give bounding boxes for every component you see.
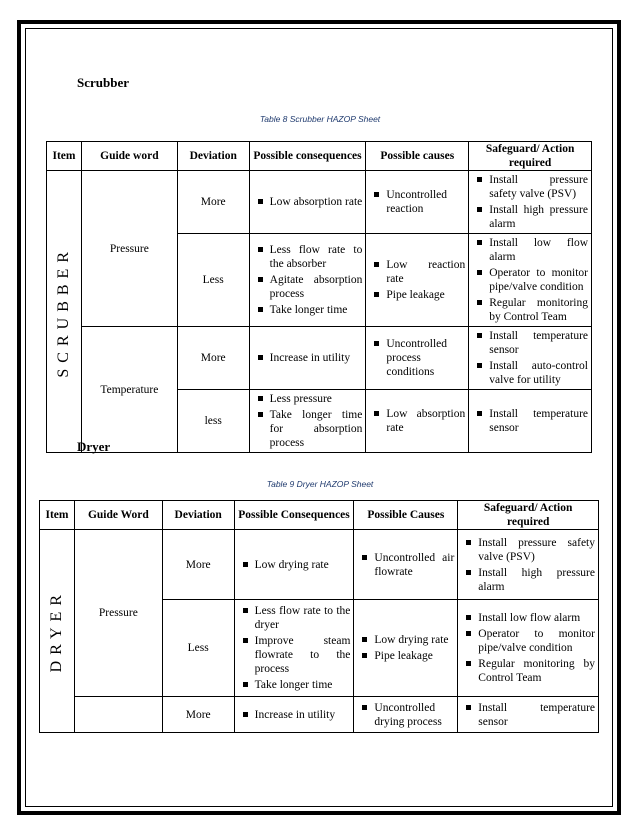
list-item: Install high pressure alarm <box>489 204 588 230</box>
list-item: Take longer time <box>270 303 363 317</box>
column-header-item: Item <box>40 501 75 530</box>
causes-cell <box>366 390 469 453</box>
list-item: Low reaction rate <box>386 259 466 285</box>
column-header-guide-word: Guide word <box>81 142 177 171</box>
deviation-cell: More <box>162 530 234 600</box>
list-item: Low drying rate <box>255 558 351 572</box>
table-header-row <box>47 142 592 171</box>
consequences-cell <box>249 327 366 390</box>
scrubber-hazop-table <box>46 141 592 453</box>
causes-cell <box>366 234 469 327</box>
guide-word-cell: Temperature <box>81 327 177 453</box>
column-header-deviation: Deviation <box>162 501 234 530</box>
column-header-causes: Possible Causes <box>354 501 458 530</box>
table-row <box>40 530 599 600</box>
table-row <box>47 171 592 234</box>
list-item: Take longer time for absorption process <box>269 409 363 449</box>
column-header-guide-word: Guide Word <box>74 501 162 530</box>
safeguards-cell <box>458 530 599 600</box>
column-header-causes: Possible causes <box>366 142 469 171</box>
list-item: Uncontrolled process conditions <box>386 337 465 379</box>
safeguards-cell <box>469 390 592 453</box>
list-item: Operator to monitor pipe/valve condition <box>489 267 588 293</box>
deviation-cell: More <box>177 327 249 390</box>
list-item: Agitate absorption process <box>269 274 363 300</box>
dryer-table-caption: Table 9 Dryer HAZOP Sheet <box>266 479 374 489</box>
list-item: Less pressure <box>270 392 363 406</box>
list-item: Install temperature sensor <box>478 701 595 728</box>
list-item: Regular monitoring by Control Team <box>489 297 588 323</box>
consequences-cell <box>249 390 366 453</box>
list-item: Install temperature sensor <box>489 408 588 434</box>
list-item: Install low flow alarm <box>489 237 588 263</box>
guide-word-cell <box>74 697 162 733</box>
list-item: Uncontrolled drying process <box>374 701 454 729</box>
list-item: Less flow rate to the dryer <box>254 605 351 631</box>
consequences-cell <box>249 234 366 327</box>
causes-cell <box>354 697 458 733</box>
list-item: Low absorption rate <box>386 408 466 434</box>
dryer-hazop-table <box>39 500 599 733</box>
safeguards-cell <box>458 697 599 733</box>
item-cell <box>40 530 75 733</box>
causes-cell <box>366 327 469 390</box>
scrubber-table-caption: Table 8 Scrubber HAZOP Sheet <box>259 114 381 124</box>
scrubber-heading: Scrubber <box>77 75 129 90</box>
list-item: Increase in utility <box>255 708 351 722</box>
item-label: DRYER <box>47 589 65 673</box>
causes-cell <box>354 600 458 697</box>
column-header-safeguards: Safeguard/ Action required <box>469 142 592 171</box>
dryer-heading: Dryer <box>77 439 111 454</box>
list-item: Less flow rate to the absorber <box>269 244 363 270</box>
guide-word-cell: Pressure <box>74 530 162 697</box>
causes-cell <box>354 530 458 600</box>
list-item: Uncontrolled air flowrate <box>374 551 455 578</box>
consequences-cell <box>234 697 354 733</box>
safeguards-cell <box>469 234 592 327</box>
list-item: Install low flow alarm <box>478 611 595 625</box>
column-header-consequences: Possible Consequences <box>234 501 354 530</box>
consequences-cell <box>249 171 366 234</box>
list-item: Improve steam flowrate to the process <box>254 635 351 675</box>
deviation-cell: Less <box>162 600 234 697</box>
table-row <box>47 327 592 390</box>
column-header-safeguards: Safeguard/ Action required <box>458 501 599 530</box>
list-item: Regular monitoring by Control Team <box>478 658 595 684</box>
list-item: Uncontrolled reaction <box>386 188 465 216</box>
list-item: Low drying rate <box>374 633 454 647</box>
consequences-cell <box>234 600 354 697</box>
list-item: Pipe leakage <box>386 288 465 302</box>
list-item: Increase in utility <box>270 351 363 365</box>
item-label: SCRUBBER <box>54 245 72 378</box>
causes-cell <box>366 171 469 234</box>
list-item: Low absorption rate <box>269 196 363 208</box>
list-item: Install auto-control valve for utility <box>489 360 588 386</box>
consequences-cell <box>234 530 354 600</box>
deviation-cell: less <box>177 390 249 453</box>
deviation-cell: More <box>177 171 249 234</box>
list-item: Operator to monitor pipe/valve condition <box>478 628 595 654</box>
list-item: Install temperature sensor <box>489 330 588 356</box>
safeguards-cell <box>458 600 599 697</box>
table-header-row <box>40 501 599 530</box>
list-item: Install high pressure alarm <box>478 566 595 593</box>
guide-word-cell: Pressure <box>81 171 177 327</box>
safeguards-cell <box>469 327 592 390</box>
table-row <box>40 697 599 733</box>
list-item: Take longer time <box>255 678 351 692</box>
list-item: Pipe leakage <box>374 649 454 663</box>
list-item: Install pressure safety valve (PSV) <box>478 536 595 563</box>
safeguards-cell <box>469 171 592 234</box>
column-header-consequences: Possible consequences <box>249 142 366 171</box>
column-header-deviation: Deviation <box>177 142 249 171</box>
deviation-cell: Less <box>177 234 249 327</box>
list-item: Install pressure safety valve (PSV) <box>489 174 588 200</box>
item-cell <box>47 171 82 453</box>
column-header-item: Item <box>47 142 82 171</box>
deviation-cell: More <box>162 697 234 733</box>
